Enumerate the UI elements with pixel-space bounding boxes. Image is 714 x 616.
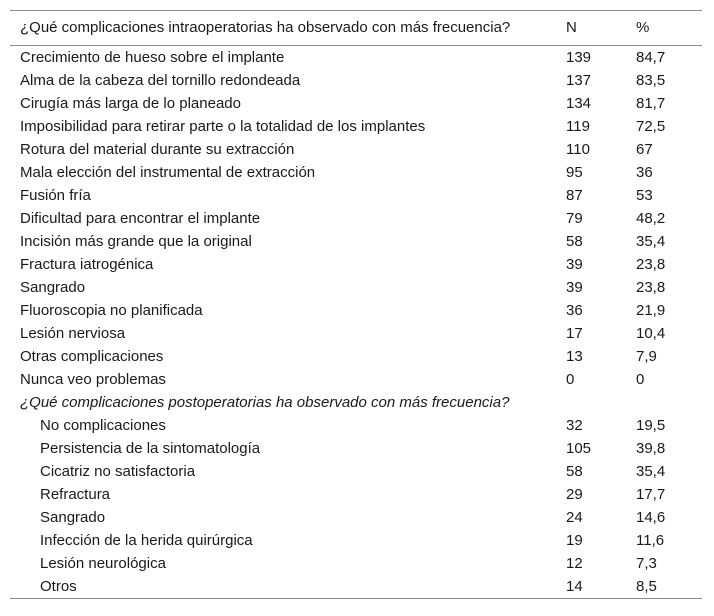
- table-row: [10, 368, 702, 391]
- table-row: [10, 92, 702, 115]
- row-pct: 36: [636, 164, 653, 181]
- row-n: 17: [566, 325, 583, 342]
- table-row: [10, 529, 702, 552]
- row-n: 29: [566, 486, 583, 503]
- row-pct: 14,6: [636, 509, 666, 526]
- table-row: [10, 506, 702, 529]
- table-row: [10, 46, 702, 70]
- row-label: Sangrado: [20, 279, 86, 296]
- row-pct: 7,9: [636, 348, 657, 365]
- table-row: [10, 138, 702, 161]
- table-row: [10, 299, 702, 322]
- row-label: Crecimiento de hueso sobre el implante: [20, 49, 285, 66]
- row-n: 19: [566, 532, 583, 549]
- row-label: Fluoroscopia no planificada: [20, 302, 203, 319]
- row-n: 12: [566, 555, 583, 572]
- row-label: Nunca veo problemas: [20, 371, 166, 388]
- table-row: [10, 253, 702, 276]
- row-pct: 67: [636, 141, 653, 158]
- table-row: [10, 276, 702, 299]
- table-row: [10, 230, 702, 253]
- row-label: Persistencia de la sintomatología: [40, 440, 261, 457]
- row-pct: 72,5: [636, 118, 666, 135]
- row-pct: 23,8: [636, 279, 666, 296]
- row-label: Dificultad para encontrar el implante: [20, 210, 261, 227]
- row-n: 14: [566, 578, 583, 595]
- row-pct: 7,3: [636, 555, 657, 572]
- row-n: 32: [566, 417, 583, 434]
- row-pct: 23,8: [636, 256, 666, 273]
- row-label: Lesión nerviosa: [20, 325, 126, 342]
- row-pct: 10,4: [636, 325, 666, 342]
- row-pct: 8,5: [636, 578, 657, 595]
- row-n: 134: [566, 95, 592, 112]
- row-pct: 53: [636, 187, 653, 204]
- row-pct: 35,4: [636, 233, 666, 250]
- row-label: Mala elección del instrumental de extracción: [20, 164, 316, 181]
- row-n: 39: [566, 279, 583, 296]
- row-label: Imposibilidad para retirar parte o la totalidad de los implantes: [20, 118, 426, 135]
- row-label: Cicatriz no satisfactoria: [40, 463, 196, 480]
- complications-table: [10, 10, 702, 599]
- row-label: Rotura del material durante su extracción: [20, 141, 295, 158]
- row-n: 0: [566, 371, 575, 388]
- table-row: [10, 552, 702, 575]
- table-row: [10, 207, 702, 230]
- table-header-row: [10, 11, 702, 46]
- table-row: [10, 414, 702, 437]
- row-pct: 11,6: [636, 532, 665, 549]
- row-label: Fractura iatrogénica: [20, 256, 154, 273]
- row-label: No complicaciones: [40, 417, 166, 434]
- row-n: 139: [566, 49, 592, 66]
- row-label: Alma de la cabeza del tornillo redondeada: [20, 72, 301, 89]
- table-row: [10, 161, 702, 184]
- postoperative-question: ¿Qué complicaciones postoperatorias ha observado con más frecuencia?: [20, 394, 510, 411]
- row-pct: 21,9: [636, 302, 666, 319]
- table-row: [10, 345, 702, 368]
- row-pct: 0: [636, 371, 645, 388]
- row-pct: 81,7: [636, 95, 666, 112]
- row-pct: 84,7: [636, 49, 666, 66]
- table-row: [10, 69, 702, 92]
- row-n: 95: [566, 164, 583, 181]
- table-row: [10, 437, 702, 460]
- row-n: 87: [566, 187, 583, 204]
- row-label: Lesión neurológica: [40, 555, 166, 572]
- complications-table-container: [10, 10, 702, 599]
- row-label: Cirugía más larga de lo planeado: [20, 95, 241, 112]
- row-n: 13: [566, 348, 583, 365]
- row-n: 105: [566, 440, 592, 457]
- header-n: N: [566, 19, 577, 36]
- row-label: Otras complicaciones: [20, 348, 164, 365]
- table-row: [10, 460, 702, 483]
- row-label: Otros: [40, 578, 77, 595]
- row-label: Refractura: [40, 486, 111, 503]
- row-n: 119: [566, 118, 590, 135]
- row-n: 39: [566, 256, 583, 273]
- table-row: [10, 575, 702, 599]
- table-row: [10, 115, 702, 138]
- row-n: 79: [566, 210, 583, 227]
- section-header-postoperative: [10, 391, 702, 414]
- row-n: 58: [566, 463, 583, 480]
- row-pct: 19,5: [636, 417, 666, 434]
- row-label: Sangrado: [40, 509, 106, 526]
- row-label: Incisión más grande que la original: [20, 233, 252, 250]
- row-label: Fusión fría: [20, 187, 91, 204]
- row-n: 24: [566, 509, 583, 526]
- row-n: 58: [566, 233, 583, 250]
- table-row: [10, 322, 702, 345]
- row-n: 36: [566, 302, 583, 319]
- row-pct: 39,8: [636, 440, 666, 457]
- row-pct: 35,4: [636, 463, 666, 480]
- row-pct: 83,5: [636, 72, 666, 89]
- row-pct: 17,7: [636, 486, 666, 503]
- row-n: 137: [566, 72, 592, 89]
- row-pct: 48,2: [636, 210, 666, 227]
- header-pct: %: [636, 19, 650, 36]
- row-label: Infección de la herida quirúrgica: [40, 532, 253, 549]
- table-row: [10, 483, 702, 506]
- row-n: 110: [566, 141, 590, 158]
- table-row: [10, 184, 702, 207]
- header-question: ¿Qué complicaciones intraoperatorias ha observado con más frecuencia?: [20, 19, 511, 36]
